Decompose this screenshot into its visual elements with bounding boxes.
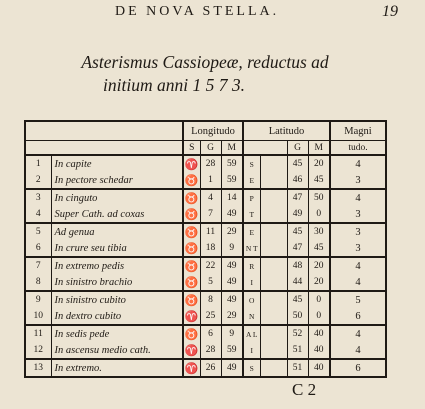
latitude-minutes: 20 <box>308 257 330 274</box>
star-number: 2 <box>25 172 51 189</box>
latitude-minutes: 30 <box>308 223 330 240</box>
longitudo-sign-header: S <box>183 141 200 156</box>
latitude-minutes: 40 <box>308 325 330 342</box>
magnitude: 3 <box>330 172 386 189</box>
star-catalogue-table <box>24 120 387 378</box>
latitude-minutes: 20 <box>308 274 330 291</box>
latitude-degrees: 51 <box>287 359 308 377</box>
longitude-degrees: 8 <box>200 291 221 308</box>
longitude-degrees: 22 <box>200 257 221 274</box>
latitude-blank <box>260 257 287 274</box>
zodiac-sign-aries: ♈ <box>183 359 200 377</box>
zodiac-sign-aries: ♈ <box>183 155 200 172</box>
latitude-blank <box>260 359 287 377</box>
zodiac-sign-aries: ♈ <box>183 308 200 325</box>
star-name: In sinistro cubito <box>51 291 183 308</box>
longitude-minutes: 9 <box>221 240 243 257</box>
longitude-minutes: 29 <box>221 308 243 325</box>
star-name: In capite <box>51 155 183 172</box>
longitude-degrees: 5 <box>200 274 221 291</box>
star-name: In ascensu medio cath. <box>51 342 183 359</box>
latitude-minutes: 45 <box>308 240 330 257</box>
table-row <box>25 172 386 189</box>
latitude-degrees: 49 <box>287 206 308 223</box>
latitude-degrees: 45 <box>287 223 308 240</box>
latitude-degrees: 45 <box>287 291 308 308</box>
latitude-letter: E <box>243 223 260 240</box>
magnitude: 4 <box>330 274 386 291</box>
star-name: In pectore schedar <box>51 172 183 189</box>
magnitude: 6 <box>330 308 386 325</box>
table-row <box>25 274 386 291</box>
table-row <box>25 291 386 308</box>
latitude-degrees: 48 <box>287 257 308 274</box>
zodiac-sign-taurus: ♉ <box>183 172 200 189</box>
magnitude: 4 <box>330 257 386 274</box>
longitude-degrees: 11 <box>200 223 221 240</box>
latitude-degrees: 50 <box>287 308 308 325</box>
longitude-degrees: 6 <box>200 325 221 342</box>
star-number: 11 <box>25 325 51 342</box>
latitude-minutes: 0 <box>308 206 330 223</box>
latitudo-blank <box>243 141 287 156</box>
longitude-minutes: 14 <box>221 189 243 206</box>
longitudo-minutes-header: M <box>221 141 243 156</box>
longitude-minutes: 59 <box>221 172 243 189</box>
star-name: In crure seu tibia <box>51 240 183 257</box>
longitude-degrees: 28 <box>200 342 221 359</box>
longitude-minutes: 49 <box>221 206 243 223</box>
zodiac-sign-taurus: ♉ <box>183 291 200 308</box>
star-name: In extremo pedis <box>51 257 183 274</box>
latitude-letter: I <box>243 274 260 291</box>
star-number: 13 <box>25 359 51 377</box>
table-title-line-2: initium anni 1 5 7 3. <box>103 75 245 95</box>
longitude-minutes: 59 <box>221 155 243 172</box>
table-subheader-row <box>25 141 386 156</box>
latitude-letter: A L <box>243 325 260 342</box>
zodiac-sign-taurus: ♉ <box>183 325 200 342</box>
latitude-letter: P <box>243 189 260 206</box>
latitude-blank <box>260 155 287 172</box>
latitude-letter: E <box>243 172 260 189</box>
magnitude: 3 <box>330 223 386 240</box>
longitudo-degrees-header: G <box>200 141 221 156</box>
latitude-blank <box>260 223 287 240</box>
latitude-minutes: 0 <box>308 308 330 325</box>
longitude-minutes: 49 <box>221 274 243 291</box>
longitude-minutes: 49 <box>221 257 243 274</box>
zodiac-sign-taurus: ♉ <box>183 240 200 257</box>
latitude-minutes: 40 <box>308 342 330 359</box>
longitude-minutes: 49 <box>221 291 243 308</box>
magnitude: 4 <box>330 189 386 206</box>
zodiac-sign-taurus: ♉ <box>183 223 200 240</box>
star-name: In dextro cubito <box>51 308 183 325</box>
longitude-degrees: 18 <box>200 240 221 257</box>
table-row <box>25 240 386 257</box>
longitude-minutes: 29 <box>221 223 243 240</box>
table-row <box>25 223 386 240</box>
latitude-blank <box>260 172 287 189</box>
magnitude: 5 <box>330 291 386 308</box>
star-number: 6 <box>25 240 51 257</box>
latitude-blank <box>260 342 287 359</box>
star-number: 4 <box>25 206 51 223</box>
star-name: Ad genua <box>51 223 183 240</box>
longitude-minutes: 59 <box>221 342 243 359</box>
star-name: In sedis pede <box>51 325 183 342</box>
longitude-degrees: 25 <box>200 308 221 325</box>
longitude-minutes: 9 <box>221 325 243 342</box>
star-name: Super Cath. ad coxas <box>51 206 183 223</box>
latitude-letter: I <box>243 342 260 359</box>
latitude-degrees: 45 <box>287 155 308 172</box>
latitude-letter: N <box>243 308 260 325</box>
zodiac-sign-taurus: ♉ <box>183 257 200 274</box>
longitude-degrees: 26 <box>200 359 221 377</box>
table-row <box>25 206 386 223</box>
star-number: 7 <box>25 257 51 274</box>
table-row <box>25 257 386 274</box>
magnitude: 3 <box>330 206 386 223</box>
star-name: In sinistro brachio <box>51 274 183 291</box>
running-title: DE NOVA STELLA. <box>115 4 280 19</box>
zodiac-sign-taurus: ♉ <box>183 274 200 291</box>
latitudo-minutes-header: M <box>308 141 330 156</box>
table-row <box>25 359 386 377</box>
latitude-letter: O <box>243 291 260 308</box>
latitude-letter: R <box>243 257 260 274</box>
latitude-degrees: 52 <box>287 325 308 342</box>
latitude-letter: T <box>243 206 260 223</box>
star-name: In cinguto <box>51 189 183 206</box>
latitude-letter: N T <box>243 240 260 257</box>
latitude-blank <box>260 206 287 223</box>
table-row <box>25 155 386 172</box>
table-row <box>25 342 386 359</box>
longitude-minutes: 49 <box>221 359 243 377</box>
table-row <box>25 325 386 342</box>
star-number: 10 <box>25 308 51 325</box>
latitude-blank <box>260 240 287 257</box>
star-number: 3 <box>25 189 51 206</box>
latitude-degrees: 47 <box>287 189 308 206</box>
subheader-blank <box>25 141 183 156</box>
zodiac-sign-aries: ♈ <box>183 342 200 359</box>
latitude-minutes: 50 <box>308 189 330 206</box>
latitude-blank <box>260 308 287 325</box>
latitude-letter: S <box>243 359 260 377</box>
latitude-degrees: 46 <box>287 172 308 189</box>
latitude-blank <box>260 291 287 308</box>
table-row <box>25 308 386 325</box>
latitudo-degrees-header: G <box>287 141 308 156</box>
magnitude: 4 <box>330 325 386 342</box>
longitude-degrees: 4 <box>200 189 221 206</box>
magnitudo-header-1: Magni <box>330 121 386 141</box>
latitude-minutes: 40 <box>308 359 330 377</box>
latitude-minutes: 20 <box>308 155 330 172</box>
magnitude: 4 <box>330 155 386 172</box>
star-number: 1 <box>25 155 51 172</box>
latitude-blank <box>260 325 287 342</box>
table-header-row <box>25 121 386 141</box>
star-number: 8 <box>25 274 51 291</box>
star-number: 9 <box>25 291 51 308</box>
magnitudo-header-2: tudo. <box>330 141 386 156</box>
latitude-minutes: 45 <box>308 172 330 189</box>
table-title-line-1: Asterismus Cassiopeæ, reductus ad <box>81 52 329 72</box>
latitude-degrees: 51 <box>287 342 308 359</box>
longitudo-header: Longitudo <box>183 121 243 141</box>
longitude-degrees: 7 <box>200 206 221 223</box>
longitude-degrees: 28 <box>200 155 221 172</box>
latitudo-header: Latitudo <box>243 121 330 141</box>
magnitude: 6 <box>330 359 386 377</box>
latitude-degrees: 47 <box>287 240 308 257</box>
longitude-degrees: 1 <box>200 172 221 189</box>
latitude-blank <box>260 189 287 206</box>
star-name: In extremo. <box>51 359 183 377</box>
latitude-blank <box>260 274 287 291</box>
zodiac-sign-taurus: ♉ <box>183 206 200 223</box>
star-number: 5 <box>25 223 51 240</box>
star-number: 12 <box>25 342 51 359</box>
header-blank <box>25 121 183 141</box>
table-row <box>25 189 386 206</box>
signature-mark: C 2 <box>292 380 317 399</box>
latitude-minutes: 0 <box>308 291 330 308</box>
zodiac-sign-taurus: ♉ <box>183 189 200 206</box>
magnitude: 3 <box>330 240 386 257</box>
latitude-degrees: 44 <box>287 274 308 291</box>
magnitude: 4 <box>330 342 386 359</box>
page-number: 19 <box>382 3 398 20</box>
latitude-letter: S <box>243 155 260 172</box>
